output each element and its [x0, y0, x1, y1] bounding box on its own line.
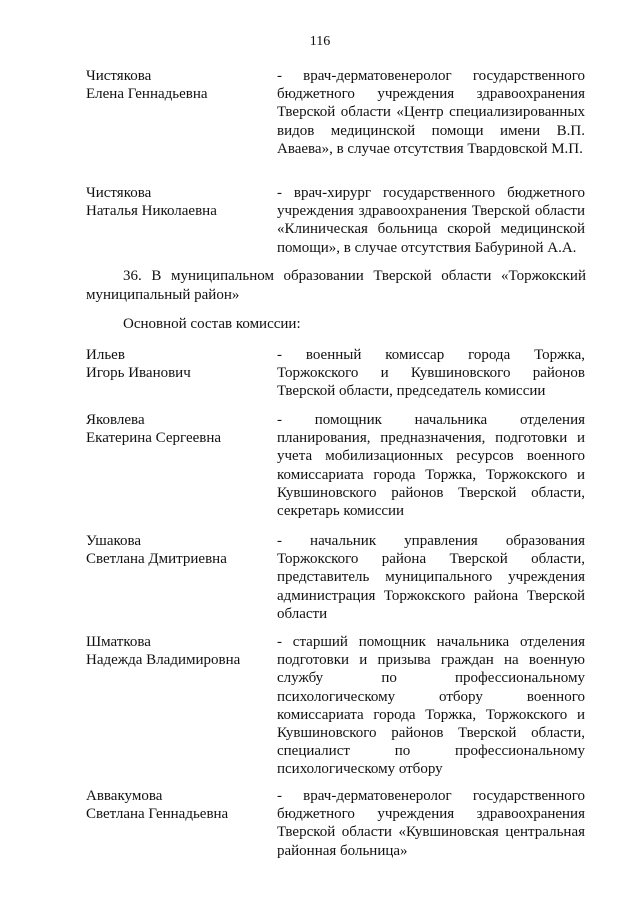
member-given-names: Елена Геннадьевна [86, 86, 208, 103]
page-number: 116 [309, 34, 331, 49]
member-surname: Чистякова [86, 185, 152, 201]
member-role: - военный комиссар города Торжка, Торжокского и Кувшиновского районов Тверской области, председатель комиссии [277, 347, 585, 400]
member-given-names: Светлана Дмитриевна [86, 551, 227, 568]
member-role: - помощник начальника отделения планирования, предназначения, подготовки и учета мобилизационных ресурсов военного комиссариата города Торжка, Торжокского и Кувшиновского районов Тверской области, секретарь комиссии [277, 412, 585, 520]
member-name [86, 67, 276, 103]
member-role: - врач-дерматовенеролог государственного бюджетного учреждения здравоохранения Тверской области «Кувшиновская центральная районная больница» [277, 788, 585, 859]
member-role: - врач-дерматовенеролог государственного бюджетного учреждения здравоохранения Тверской области «Центр специализированных видов медицинской помощи имени В.П. Аваева», в случае отсутствия Твардовской М.П. [277, 68, 585, 157]
member-surname: Ушакова [86, 533, 142, 549]
member-given-names: Игорь Иванович [86, 365, 191, 382]
member-given-names: Екатерина Сергеевна [86, 430, 222, 447]
member-role: - начальник управления образования Торжокского района Тверской области, представитель муниципального учреждения администрация Торжокского района Тверской области [277, 533, 585, 622]
member-given-names: Надежда Владимировна [86, 652, 241, 669]
member-surname: Ильев [86, 347, 125, 363]
member-name [86, 346, 276, 382]
member-name [86, 633, 276, 669]
member-role: - врач-хирург государственного бюджетного учреждения здравоохранения Тверской области «Клиническая больница скорой медицинской помощи», в случае отсутствия Бабуриной А.А. [277, 185, 585, 256]
member-name [86, 184, 276, 220]
member-given-names: Наталья Николаевна [86, 203, 217, 220]
section-subheading: Основной состав комиссии: [123, 316, 301, 332]
member-role: - старший помощник начальника отделения подготовки и призыва граждан на военную службу по профессиональному психологическому отбору военного комиссариата города Торжка, Торжокского и Кувшиновского районов Тверской области, специалист по профессиональному психологическому отбору [277, 634, 585, 778]
member-surname: Аввакумова [86, 788, 163, 804]
member-surname: Чистякова [86, 68, 152, 84]
member-given-names: Светлана Геннадьевна [86, 806, 229, 823]
member-surname: Шматкова [86, 634, 151, 650]
member-name [86, 787, 276, 823]
member-name [86, 411, 276, 447]
section-heading: 36. В муниципальном образовании Тверской области «Торжокский муниципальный район» [86, 268, 586, 303]
member-surname: Яковлева [86, 412, 145, 428]
member-name [86, 532, 276, 568]
